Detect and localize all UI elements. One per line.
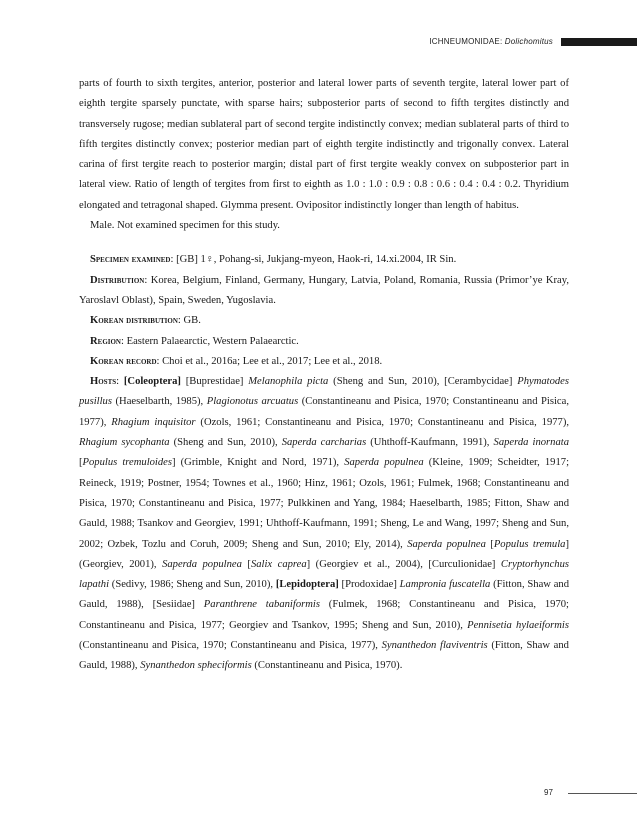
hosts-text: (Sheng and Sun, 2010),: [169, 437, 282, 449]
footer-rule: [568, 793, 637, 794]
header-family: ICHNEUMONIDAE:: [429, 37, 505, 46]
host-species: Phymatodes pusillus: [79, 376, 569, 408]
host-species: Saperda populnea: [407, 538, 486, 550]
hosts-text: (Constantineanu and Pisica, 1970).: [251, 660, 403, 672]
korean-record: [79, 352, 569, 372]
host-plant: Salix caprea: [250, 558, 307, 570]
hosts-text: (Fitton, Shaw and Gauld, 1988), [Sesiidae]: [79, 579, 569, 611]
korean-distribution-text: : GB.: [177, 315, 201, 327]
header-genus: Dolichomitus: [504, 37, 553, 46]
distribution: [79, 271, 569, 312]
hosts-text: ] (Georgiev et al., 2004), [Curculionidae]: [306, 558, 501, 570]
host-species: Saperda populnea: [344, 457, 424, 469]
hosts-text: [Prodoxidae]: [338, 579, 400, 591]
host-plant: Populus tremuloides: [82, 457, 172, 469]
hosts-text: [: [79, 457, 83, 469]
hosts-text: (Uhthoff-Kaufmann, 1991),: [366, 437, 494, 449]
host-species: Melanophila picta: [248, 376, 329, 388]
specimen-examined: [79, 250, 569, 270]
region: [79, 332, 569, 352]
host-species: Pennisetia hylaeiformis: [467, 619, 569, 631]
hosts-text: (Haeselbarth, 1985),: [111, 396, 207, 408]
host-order-lepidoptera: [Lepidoptera]: [275, 579, 339, 591]
hosts-text: [: [241, 558, 251, 570]
host-species: Saperda populnea: [162, 558, 242, 570]
host-species: Synanthedon spheciformis: [140, 660, 252, 672]
host-species: Plagionotus arcuatus: [206, 396, 299, 408]
hosts-text: (Constantineanu and Pisica, 1970; Constantineanu and Pisica, 1977),: [79, 640, 382, 652]
page-body: [79, 74, 569, 677]
running-header-title: [429, 35, 553, 49]
hosts-label: Hosts: [90, 376, 117, 388]
hosts-text: (Constantineanu and Pisica, 1970; Constantineanu and Pisica, 1977),: [79, 396, 569, 428]
hosts-text: [: [485, 538, 494, 550]
hosts-text: (Kleine, 1909; Scheidter, 1917; Reineck, 1919; Postner, 1954; Townes et al., 1960; Hinz, 1961; Ozols, 1961; Fulmek, 1968; Constantineanu and Pisica, 1970; Constantineanu and Pisica, 1977; Pulkkinen and Yang, 1984; Haeselbarth, 1985; Fitton, Shaw and Gauld, 1988; Tsankov and Georgiev, 1991; Uhthoff-Kaufmann, 1991; Sheng, Le and Wang, 1997; Sheng and Sun, 2002; Ozbek, Tozlu and Coruh, 2009; Sheng and Sun, 2010; Ely, 2014),: [79, 457, 570, 550]
hosts-text: ] (Grimble, Knight and Nord, 1971),: [172, 457, 345, 469]
host-species: Paranthrene tabaniformis: [203, 599, 320, 611]
hosts-text: [Buprestidae]: [180, 376, 249, 388]
hosts-text: (Ozols, 1961; Constantineanu and Pisica, 1970; Constantineanu and Pisica, 1977),: [195, 416, 570, 428]
hosts-text: (Sheng and Sun, 2010), [Cerambycidae]: [328, 376, 518, 388]
hosts-text: :: [116, 376, 124, 388]
korean-distribution-label: Korean distribution: [90, 315, 178, 327]
specimen-label: Specimen examined: [90, 254, 171, 266]
korean-distribution: [79, 311, 569, 331]
distribution-text: : Korea, Belgium, Finland, Germany, Hungary, Latvia, Poland, Romania, Russia (Primor’ye Kray, Yaroslavl Oblast), Spain, Sweden, Yugoslavia.: [79, 274, 569, 306]
host-species: Rhagium inquisitor: [111, 416, 196, 428]
description-paragraph: parts of fourth to sixth tergites, anterior, posterior and lateral lower parts of seventh tergite, lateral lower part of eighth tergite sparsely punctate, with sparse hairs; subposterior parts of second to fifth tergites distinctly and transversely rugose; median sublateral part of second tergite indistinctly convex; median sublateral parts of third to fifth tergites distinctly convex; posterior median part of eighth tergite indistinctly and trigonally convex. Lateral carina of first tergite reach to posterior margin; distal part of first tergite weakly convex on subposterior part in lateral view. Ratio of length of tergites from first to eighth as 1.0 : 1.0 : 0.9 : 0.8 : 0.6 : 0.4 : 0.4 : 0.2. Thyridium elongated and tetragonal shaped. Glymma present. Ovipositor indistinctly longer than length of habitus.: [79, 78, 569, 211]
host-species: Saperda carcharias: [281, 437, 367, 449]
distribution-label: Distribution: [90, 274, 145, 286]
host-plant: Populus tremula: [493, 538, 566, 550]
specimen-text: : [GB] 1♀, Pohang-si, Jukjang-myeon, Haok-ri, 14.xi.2004, IR Sin.: [170, 254, 457, 266]
hosts: [79, 372, 569, 676]
hosts-text: (Sedivy, 1986; Sheng and Sun, 2010),: [109, 579, 276, 591]
korean-record-label: Korean record: [90, 355, 157, 367]
section-gap: [79, 236, 569, 250]
region-label: Region: [90, 335, 121, 347]
header-bar: [561, 38, 637, 46]
host-order-coleoptera: [Coleoptera]: [123, 376, 181, 388]
korean-record-text: : Choi et al., 2016a; Lee et al., 2017; Lee et al., 2018.: [156, 355, 383, 367]
male-note: Male. Not examined specimen for this study.: [90, 220, 280, 232]
hosts-text: (Fitton, Shaw and Gauld, 1988),: [79, 640, 569, 672]
host-species: Lampronia fuscatella: [399, 579, 491, 591]
region-text: : Eastern Palaearctic, Western Palaearctic.: [121, 335, 299, 347]
host-species: Saperda inornata: [493, 437, 570, 449]
hosts-text: (Fulmek, 1968; Constantineanu and Pisica, 1970; Constantineanu and Pisica, 1977; Georgiev and Tsankov, 1995; Sheng and Sun, 2010),: [79, 599, 569, 631]
host-species: Synanthedon flaviventris: [381, 640, 488, 652]
running-header: [0, 35, 637, 49]
page-number: 97: [544, 788, 553, 797]
host-species: Cryptorhynchus lapathi: [79, 558, 569, 591]
page-footer: [0, 786, 637, 800]
hosts-text: ] (Georgiev, 2001),: [79, 538, 569, 570]
host-species: Rhagium sycophanta: [79, 437, 170, 449]
